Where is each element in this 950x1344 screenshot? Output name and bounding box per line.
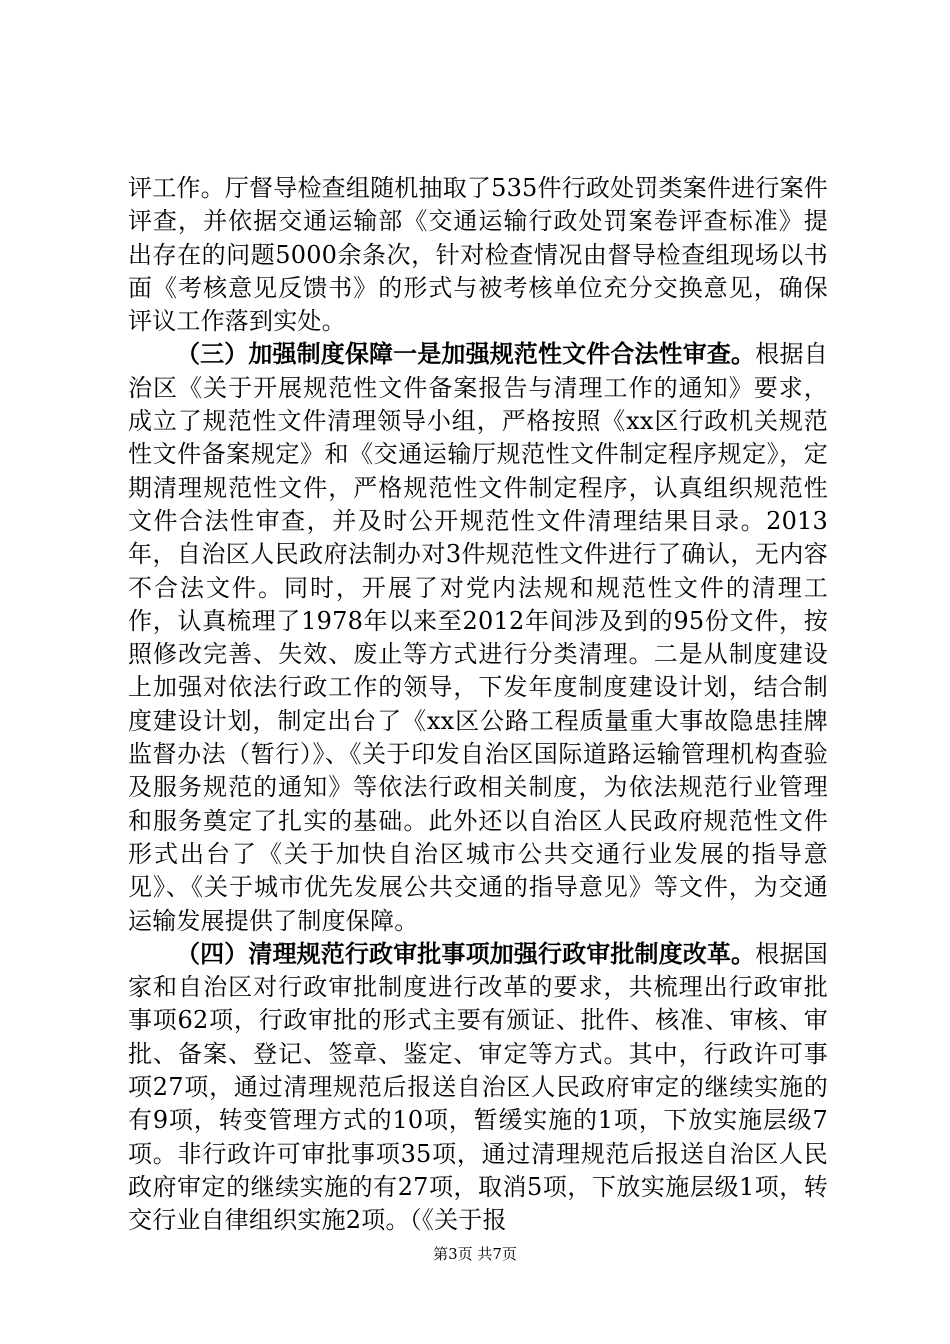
section-heading: （三）加强制度保障一是加强规范性文件合法性审查。 [176,340,756,369]
section-heading: （四）清理规范行政审批事项加强行政审批制度改革。 [176,939,756,968]
paragraph-text: 评工作。厅督导检查组随机抽取了535件行政处罚类案件进行案件评查，并依据交通运输部《交通运输行政处罚案卷评查标准》提出存在的问题5000余条次，针对检查情况由督导检查组现场以书面《考核意见反馈书》的形式与被考核单位充分交换意见，确保评议工作落到实处。 [128,174,828,336]
paragraph-section-3 [128,338,828,937]
document-body [128,172,828,1238]
paragraph-text: 根据国家和自治区对行政审批制度进行改革的要求，共梳理出行政审批事项62项，行政审批的形式主要有颁证、批件、核准、审核、审批、备案、登记、签章、鉴定、审定等方式。其中，行政许可事项27项，通过清理规范后报送自治区人民政府审定的继续实施的有9项，转变管理方式的10项，暂缓实施的1项，下放实施层级7项。非行政许可审批事项35项，通过清理规范后报送自治区人民政府审定的继续实施的有27项，取消5项，下放实施层级1项，转交行业自律组织实施2项。（《关于报 [128,939,829,1235]
page-number-footer: 第3页 共7页 [433,1245,517,1263]
paragraph-text: 根据自治区《关于开展规范性文件备案报告与清理工作的通知》要求，成立了规范性文件清理领导小组，严格按照《xx区行政机关规范性文件备案规定》和《交通运输厅规范性文件制定程序规定》，定期清理规范性文件，严格规范性文件制定程序，认真组织规范性文件合法性审查，并及时公开规范性文件清理结果目录。2013年，自治区人民政府法制办对3件规范性文件进行了确认，无内容不合法文件。同时，开展了对党内法规和规范性文件的清理工作，认真梳理了1978年以来至2012年间涉及到的95份文件，按照修改完善、失效、废止等方式进行分类清理。二是从制度建设上加强对依法行政工作的领导，下发年度制度建设计划，结合制度建设计划，制定出台了《xx区公路工程质量重大事故隐患挂牌监督办法（暂行）》、《关于印发自治区国际道路运输管理机构查验及服务规范的通知》等依法行政相关制度，为依法规范行业管理和服务奠定了扎实的基础。此外还以自治区人民政府规范性文件形式出台了《关于加快自治区城市公共交通行业发展的指导意见》、《关于城市优先发展公共交通的指导意见》等文件，为交通运输发展提供了制度保障。 [128,340,829,935]
paragraph-continuation [128,172,828,338]
paragraph-section-4 [128,938,828,1238]
